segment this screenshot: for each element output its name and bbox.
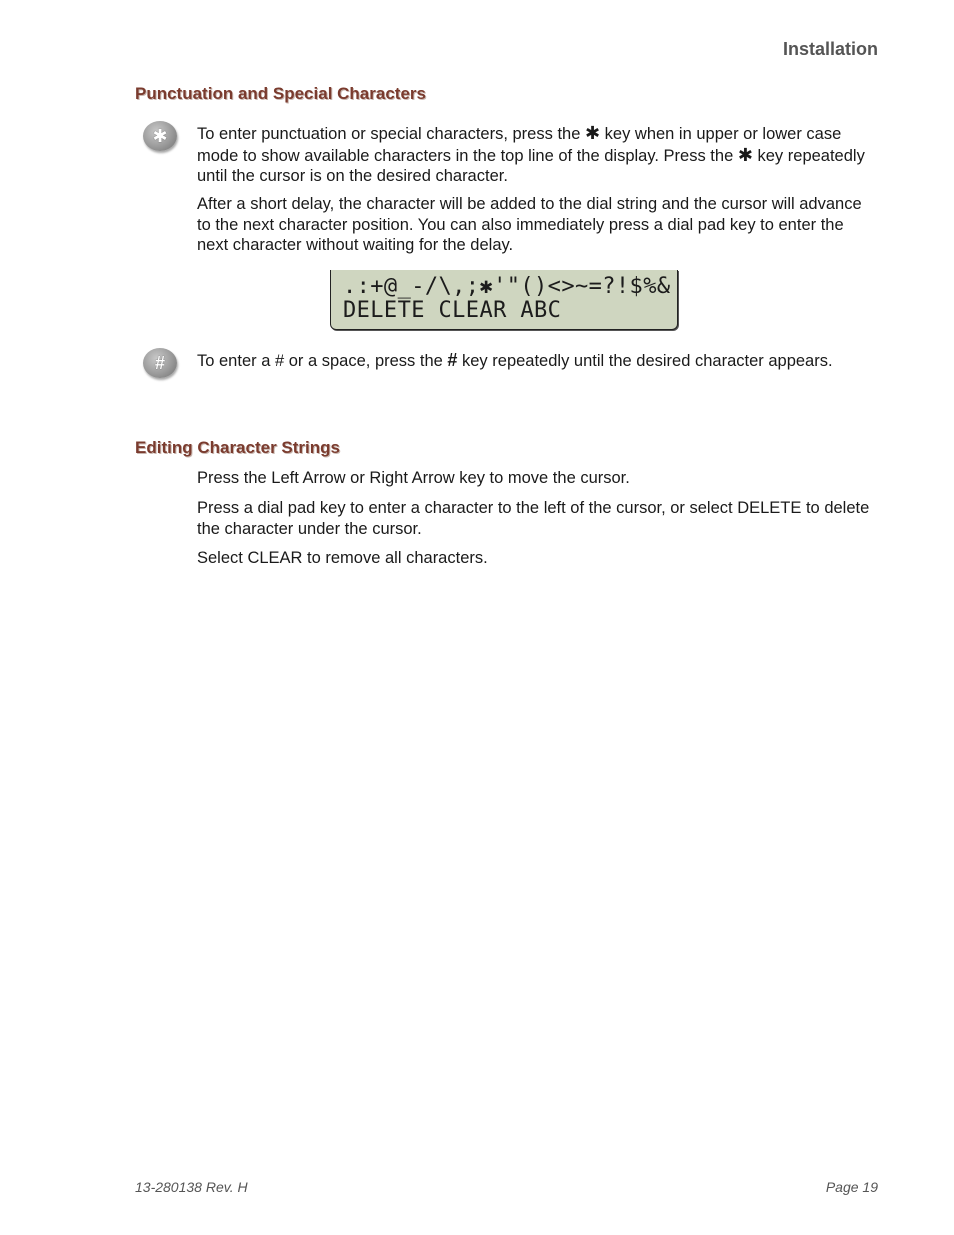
asterisk-inline-icon: ✱ xyxy=(737,144,753,165)
paragraph-punctuation-intro: To enter punctuation or special characters, press the ✱ key when in upper or lower case mode to show available characters in the top line of the display. Press the ✱ key repeatedly until the cursor is on the desired character. xyxy=(197,123,865,185)
paragraph-editing-1: Press the Left Arrow or Right Arrow key to move the cursor. xyxy=(197,469,630,487)
paragraph-delay: After a short delay, the character will be added to the dial string and the cursor will advance to the next character position. You can also immediately press a dial pad key to enter the next character without waiting for the delay. xyxy=(197,195,862,254)
lcd-line-2: DELETE CLEAR ABC xyxy=(343,298,562,323)
lcd-line-1: .:+@_-/\,;✱'"()<>~=?!$%& xyxy=(343,274,671,299)
asterisk-inline-icon: ✱ xyxy=(584,123,601,143)
footer-page-number: Page 19 xyxy=(825,1179,878,1195)
running-header: Installation xyxy=(782,39,878,59)
heading-punctuation: Punctuation and Special Characters xyxy=(135,84,426,103)
footer-doc-number: 13-280138 Rev. H xyxy=(135,1179,248,1195)
asterisk-key-icon: ✱ xyxy=(143,121,177,151)
paragraph-editing-3: Select CLEAR to remove all characters. xyxy=(197,549,488,567)
paragraph-editing-2: Press a dial pad key to enter a character to the left of the cursor, or select DELETE to delete the character under the cursor. xyxy=(197,499,870,538)
heading-editing: Editing Character Strings xyxy=(135,438,340,457)
lcd-display xyxy=(330,270,678,330)
hash-inline-icon: # xyxy=(447,350,458,370)
paragraph-hash: To enter a # or a space, press the # key repeatedly until the desired character appears. xyxy=(197,350,833,370)
hash-key-icon: # xyxy=(143,348,177,378)
